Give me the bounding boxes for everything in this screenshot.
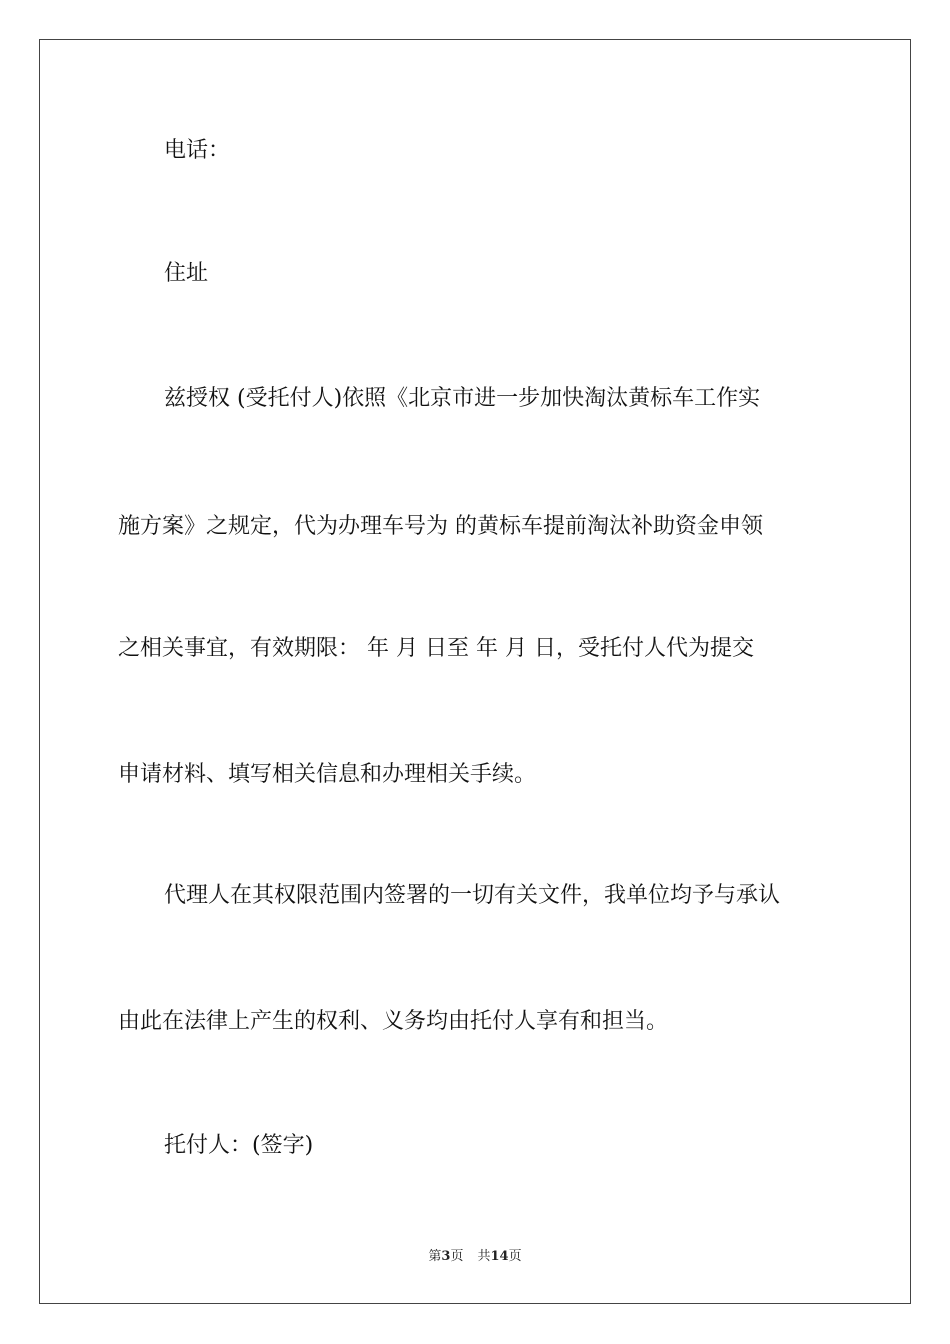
total-prefix: 共 xyxy=(477,1249,491,1264)
liability-paragraph-line-1: 代理人在其权限范围内签署的一切有关文件，我单位均予与承认 xyxy=(164,883,781,908)
page-number: 3 xyxy=(441,1249,451,1264)
signature-line: 托付人：(签字) xyxy=(164,1133,314,1158)
authorization-paragraph-line-4: 申请材料、填写相关信息和办理相关手续。 xyxy=(118,762,537,787)
address-label: 住址 xyxy=(164,261,209,286)
phone-label: 电话： xyxy=(164,138,231,163)
page-suffix: 页 xyxy=(450,1249,464,1264)
authorization-paragraph-line-1: 兹授权 (受托付人)依照《北京市进一步加快淘汰黄标车工作实 xyxy=(164,386,761,411)
total-suffix: 页 xyxy=(508,1249,522,1264)
liability-paragraph-line-2: 由此在法律上产生的权利、义务均由托付人享有和担当。 xyxy=(118,1009,669,1034)
authorization-paragraph-line-2: 施方案》之规定，代为办理车号为 的黄标车提前淘汰补助资金申领 xyxy=(118,514,763,539)
total-pages: 14 xyxy=(490,1249,509,1264)
page-prefix: 第 xyxy=(428,1249,442,1264)
page-footer xyxy=(0,1248,950,1266)
authorization-paragraph-line-3: 之相关事宜，有效期限： 年 月 日至 年 月 日，受托付人代为提交 xyxy=(118,636,754,661)
page-border xyxy=(39,39,911,1304)
